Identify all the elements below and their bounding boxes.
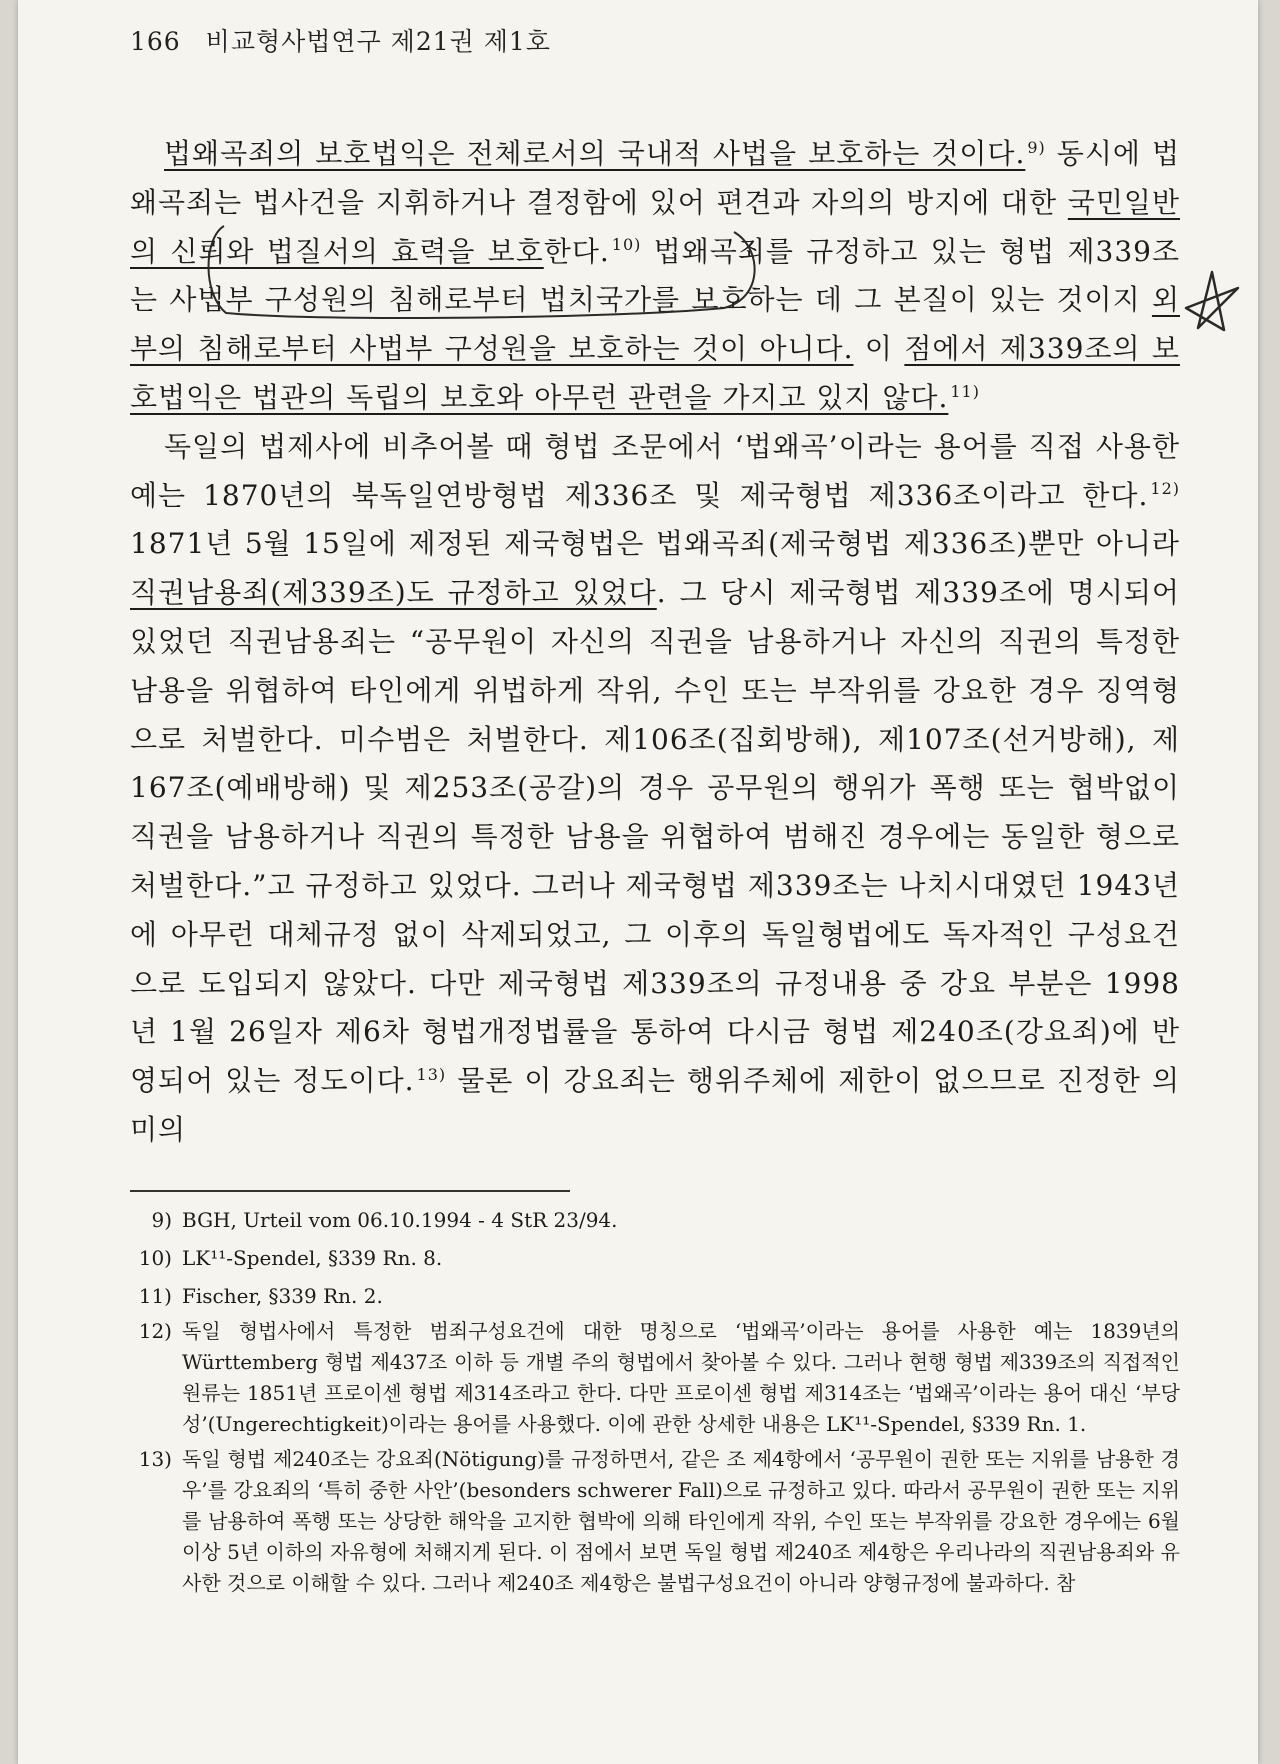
text-run: 이 — [853, 332, 905, 366]
text-run: 법왜곡죄를 규정하고 있는 형법 제339조는 사법부 구성원의 침해로부터 법치국가를 보호하는 데 그 본질이 있는 것이지 — [130, 234, 1180, 317]
footnote-number: 12) — [138, 1319, 172, 1343]
footnote-reference: 10) — [611, 235, 642, 255]
journal-title: 비교형사법연구 제21권 제1호 — [205, 27, 551, 56]
footnote-divider — [130, 1190, 570, 1192]
footnote-text: BGH, Urteil vom 06.10.1994 - 4 StR 23/94. — [182, 1208, 618, 1232]
paragraph-2 — [130, 423, 1180, 1155]
text-run: 동시에 법왜곡죄는 법사건을 지휘하거나 결정함에 있어 편견과 자의의 방지에 대한 — [130, 137, 1180, 219]
handwritten-circle-mark — [204, 218, 764, 323]
document-page — [18, 0, 1258, 1764]
running-header — [130, 22, 551, 58]
footnote-reference: 11) — [950, 381, 980, 401]
footnote-reference: 9) — [1027, 137, 1046, 157]
footnote-reference: 13) — [416, 1064, 447, 1084]
footnote-12 — [130, 1316, 1180, 1440]
text-run: 1871년 5월 15일에 제정된 제국형법은 법왜곡죄(제국형법 제336조)뿐만 아니라 — [130, 527, 1180, 561]
underlined-text: 점에서 제339조의 보호법익은 법관의 독립의 보호와 아무런 관련을 가지고 있지 않다. — [130, 332, 1180, 414]
footnote-number: 9) — [151, 1208, 172, 1232]
footnote-13 — [130, 1444, 1180, 1599]
footnote-text: 독일 형법 제240조는 강요죄(Nötigung)를 규정하면서, 같은 조 제4항에서 ‘공무원이 권한 또는 지위를 남용한 경우’를 강요죄의 ‘특히 중한 사안’(besonders schwerer Fall)으로 규정하고 있다. 따라서 공무원이 권한 또는 지위를 남용하여 폭행 또는 상당한 해악을 고지한 협박에 의해 타인에게 작위, 수인 또는 부작위를 강요한 경우에는 6월 이상 5년 이하의 자유형에 처해지게 된다. 이 점에서 보면 독일 형법 제240조 제4항은 우리나라의 직권남용죄와 유사한 것으로 이해할 수 있다. 그러나 제240조 제4항은 불법구성요건이 아니라 양형규정에 불과하다. 참 — [182, 1447, 1180, 1595]
footnote-11 — [130, 1278, 1180, 1314]
underlined-text: 외부의 침해로부터 사법부 구성원을 보호하는 것이 아니다. — [130, 283, 1180, 366]
text-run: 한다. — [543, 234, 610, 268]
footnote-number: 10) — [138, 1246, 172, 1270]
text-run: 물론 이 강요죄는 행위주체에 제한이 없으므로 진정한 의미의 — [130, 1064, 1181, 1146]
footnote-reference: 12) — [1150, 479, 1180, 499]
page-number: 166 — [130, 27, 181, 56]
underlined-text: 법왜곡죄의 보호법익은 전체로서의 국내적 사법을 보호하는 것이다. — [164, 137, 1026, 170]
footnote-9 — [130, 1202, 1180, 1238]
underlined-text: 국민일반의 신뢰와 법질서의 효력을 보호 — [130, 185, 1180, 268]
text-run: 독일의 법제사에 비추어볼 때 형법 조문에서 ‘법왜곡’이라는 용어를 직접 사용한 예는 1870년의 북독일연방형법 제336조 및 제국형법 제336조이라고 한다. — [130, 429, 1180, 512]
footnote-number: 13) — [138, 1447, 172, 1471]
footnote-text: Fischer, §339 Rn. 2. — [182, 1284, 383, 1308]
footnote-number: 11) — [138, 1284, 172, 1308]
footnote-text: LK¹¹-Spendel, §339 Rn. 8. — [182, 1246, 443, 1270]
footnote-10 — [130, 1240, 1180, 1276]
handwritten-star-mark — [1176, 268, 1246, 338]
footnote-text: 독일 형법사에서 특정한 범죄구성요건에 대한 명칭으로 ‘법왜곡’이라는 용어를 사용한 예는 1839년의 Württemberg 형법 제437조 이하 등 개별 주의 형법에서 찾아볼 수 있다. 그러나 현행 형법 제339조의 직접적인 원류는 1851년 프로이센 형법 제314조라고 한다. 다만 프로이센 형법 제314조는 ‘법왜곡’이라는 용어 대신 ‘부당성’(Ungerechtigkeit)이라는 용어를 사용했다. 이에 관한 상세한 내용은 LK¹¹-Spendel, §339 Rn. 1. — [182, 1319, 1180, 1436]
text-run: . 그 당시 제국형법 제339조에 명시되어 있었던 직권남용죄는 “공무원이 자신의 직권을 남용하거나 자신의 직권의 특정한 남용을 위협하여 타인에게 위법하게 작위, 수인 또는 부작위를 강요한 경우 징역형으로 처벌한다. 미수범은 처벌한다. 제106조(집회방해), 제107조(선거방해), 제167조(예배방해) 및 제253조(공갈)의 경우 공무원의 행위가 폭행 또는 협박없이 직권을 남용하거나 직권의 특정한 남용을 위협하여 범해진 경우에는 동일한 형으로 처벌한다.”고 규정하고 있었다. 그러나 제국형법 제339조는 나치시대였던 1943년에 아무런 대체규정 없이 삭제되었고, 그 이후의 독일형법에도 독자적인 구성요건으로 도입되지 않았다. 다만 제국형법 제339조의 규정내용 중 강요 부분은 1998년 1월 26일자 제6차 형법개정법률을 통하여 다시금 형법 제240조(강요죄)에 반영되어 있는 정도이다. — [130, 576, 1180, 1098]
underlined-text: 직권남용죄(제339조)도 규정하고 있었다 — [130, 576, 657, 610]
footnotes — [130, 1202, 1180, 1603]
